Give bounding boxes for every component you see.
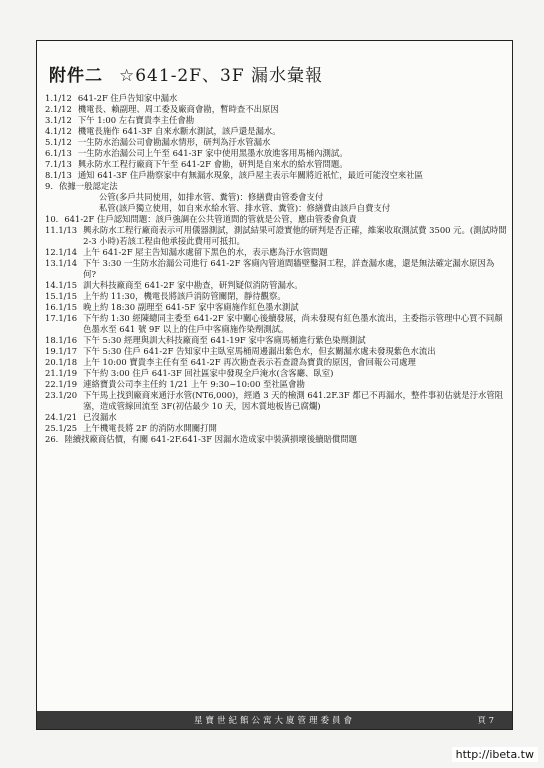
document-frame [36,40,513,730]
list-item-text: 下午馬上找到廠商來通汙水管(NT6,000)，經過 3 天的檢測 641.2F.3F 都已不再漏水，整件事初估就是汙水管阻塞，造成管線回流至 3F(初估最少 10 天，因木質地板皆已腐爛) [83,390,504,411]
list-item-number: 13.1/14 [45,258,78,268]
footer-organization: 星寶世紀館公寓大廈管理委員會 [193,716,355,726]
list-item-text: 下午 3:30 一生防水治漏公司進行 641-2F 客廁內管道間牆壁鑿洞工程，詳查漏水處，還是無法確定漏水原因為何? [83,258,495,279]
list-item-text: 下午 5:30 經理與訓大科技廠商至 641-19F 家中客廁馬桶進行紫色染劑測試 [83,335,366,345]
title-subject: ☆641-2F、3F 漏水彙報 [119,66,324,86]
list-item-text: 下午 5:30 住戶 641-2F 告知家中主臥室馬桶周邊漏出紫色水，但玄關漏水處未發現紫色水流出 [83,346,436,356]
list-item [45,357,507,368]
list-item [45,434,507,445]
page-number: 頁 7 [477,716,494,726]
list-item-text: 一生防水治漏公司上午至 641-3F 家中使用黑墨水放進客用馬桶內測試。 [77,148,348,158]
list-item-number: 11.1/13 [45,225,78,235]
list-item [45,115,507,126]
list-item-text: 下午約 3:00 住戶 641-3F 回社區家中發現全戶淹水(含客廳、臥室) [83,368,334,378]
list-item [45,159,507,170]
list-item [45,390,507,412]
list-item-text: 依據一般認定法 [59,181,118,191]
list-item-number: 22.1/19 [45,379,78,389]
list-item-text: 興永防水工程行廠商下午至 641-2F 會勘，研判是自來水的給水管問題。 [77,159,348,169]
list-item [45,412,507,423]
list-item-number: 8.1/13 [45,170,72,180]
list-item-number: 2.1/12 [45,104,72,114]
title-attachment: 附件二 [49,66,103,86]
list-item-text: 連絡寶貴公司李主任約 1/21 上午 9:30~10:00 至社區會勘 [83,379,305,389]
list-item [45,126,507,137]
list-item-text: 上午 10:00 寶貴李主任有至 641-2F 再次勘查表示若查證為寶貴的原因，會回報公司處理 [83,357,416,367]
list-item-text: 陸續找廠商估價，有關 641-2F.641-3F 因漏水造成家中裝潢損壞後續賠償問題 [64,434,358,444]
report-list [45,93,507,445]
list-item-number: 21.1/19 [45,368,78,378]
list-item-number: 14.1/15 [45,280,78,290]
list-item-number: 10. [45,214,59,224]
list-item-text: 上午機電長將 2F 的消防水開關打開 [83,423,217,433]
list-item [45,203,507,214]
page-title [49,61,323,86]
list-item [45,148,507,159]
list-item-text: 641-2F 住戶告知家中漏水 [77,93,178,103]
list-item-text: 上午 641-2F 屋主告知漏水處留下黑色的水，表示應為汙水管問題 [83,247,328,257]
list-item-number: 7.1/13 [45,159,72,169]
list-item-number: 25.1/25 [45,423,78,433]
list-item-number: 1.1/12 [45,93,72,103]
list-item [45,335,507,346]
list-item-text: 已沒漏水 [83,412,117,422]
list-item-text: 通知 641-3F 住戶勘察家中有無漏水現象，該戶屋主表示年關將近祇忙，最近可能沒空來社區 [77,170,423,180]
list-item-number: 23.1/20 [45,390,78,400]
list-item [45,181,507,192]
list-item-number: 4.1/12 [45,126,72,136]
list-item [45,313,507,335]
list-item [45,368,507,379]
list-item [45,302,507,313]
list-item-text: 興永防水工程行廠商表示可用儀器測試，測試結果可證實他的研判是否正確，維案收取測試費 3500 元。(測試時間 2-3 小時)若該工程由他承接此費用可抵扣。 [83,225,507,246]
list-item-text: 下午約 1:30 經陳總同主委至 641-2F 家中關心後續發展，尚未發現有紅色墨水流出，主委指示管理中心買不同顏色墨水至 641 號 9F 以上的住戶中客廁施作染劑測試。 [83,313,503,334]
list-item-number: 12.1/14 [45,247,78,257]
list-item-text: 公管(多戶共同使用，如排水管、糞管)：修繕費由管委會支付 [99,192,324,202]
list-item [45,170,507,181]
list-item-number: 16.1/15 [45,302,78,312]
list-item-number: 15.1/15 [45,291,78,301]
list-item [45,258,507,280]
list-item-text: 下午 1:00 左右寶貴李主任會勘 [77,115,195,125]
list-item-number: 19.1/17 [45,346,78,356]
list-item-number: 17.1/16 [45,313,78,323]
list-item-number: 9. [45,181,53,191]
list-item-text: 私管(該戶獨立使用，如自來水給水管、排水管、糞管)：修繕費由該戶自費支付 [99,203,391,213]
list-item-number: 20.1/18 [45,357,78,367]
list-item-text: 機電長施作 641-3F 自來水斷水測試，該戶還是漏水。 [77,126,281,136]
list-item [45,423,507,434]
list-item-text: 641-2F 住戶認知問題：該戶強調在公共管道間的管就是公管，應由管委會負責 [64,214,357,224]
list-item-text: 訓大科技廠商至 641-2F 家中勘查，研判疑似消防管漏水。 [83,280,303,290]
list-item-text: 一生防水治漏公司會勘漏水情形，研判為汙水管漏水 [77,137,271,147]
list-item [45,346,507,357]
list-item-number: 5.1/12 [45,137,72,147]
list-item [45,137,507,148]
list-item-number: 6.1/13 [45,148,72,158]
list-item-text: 上午約 11:30，機電長將該戶消防管關閉，靜待觀察。 [83,291,286,301]
list-item-number: 26. [45,434,59,444]
list-item [45,214,507,225]
list-item [45,192,507,203]
list-item [45,247,507,258]
footer-bar [37,711,512,729]
list-item-text: 機電長、賴副理、周工委及廠商會勘，暫時查不出原因 [77,104,279,114]
list-item [45,291,507,302]
list-item-number: 3.1/12 [45,115,72,125]
list-item [45,225,507,247]
list-item-text: 晚上約 18:30 副理至 641-5F 家中客廁施作紅色墨水測試 [83,302,299,312]
list-item [45,379,507,390]
list-item [45,280,507,291]
list-item [45,104,507,115]
watermark-url: http://ibeta.tw [452,747,538,762]
list-item [45,93,507,104]
list-item-number: 18.1/16 [45,335,78,345]
list-item-number: 24.1/21 [45,412,78,422]
